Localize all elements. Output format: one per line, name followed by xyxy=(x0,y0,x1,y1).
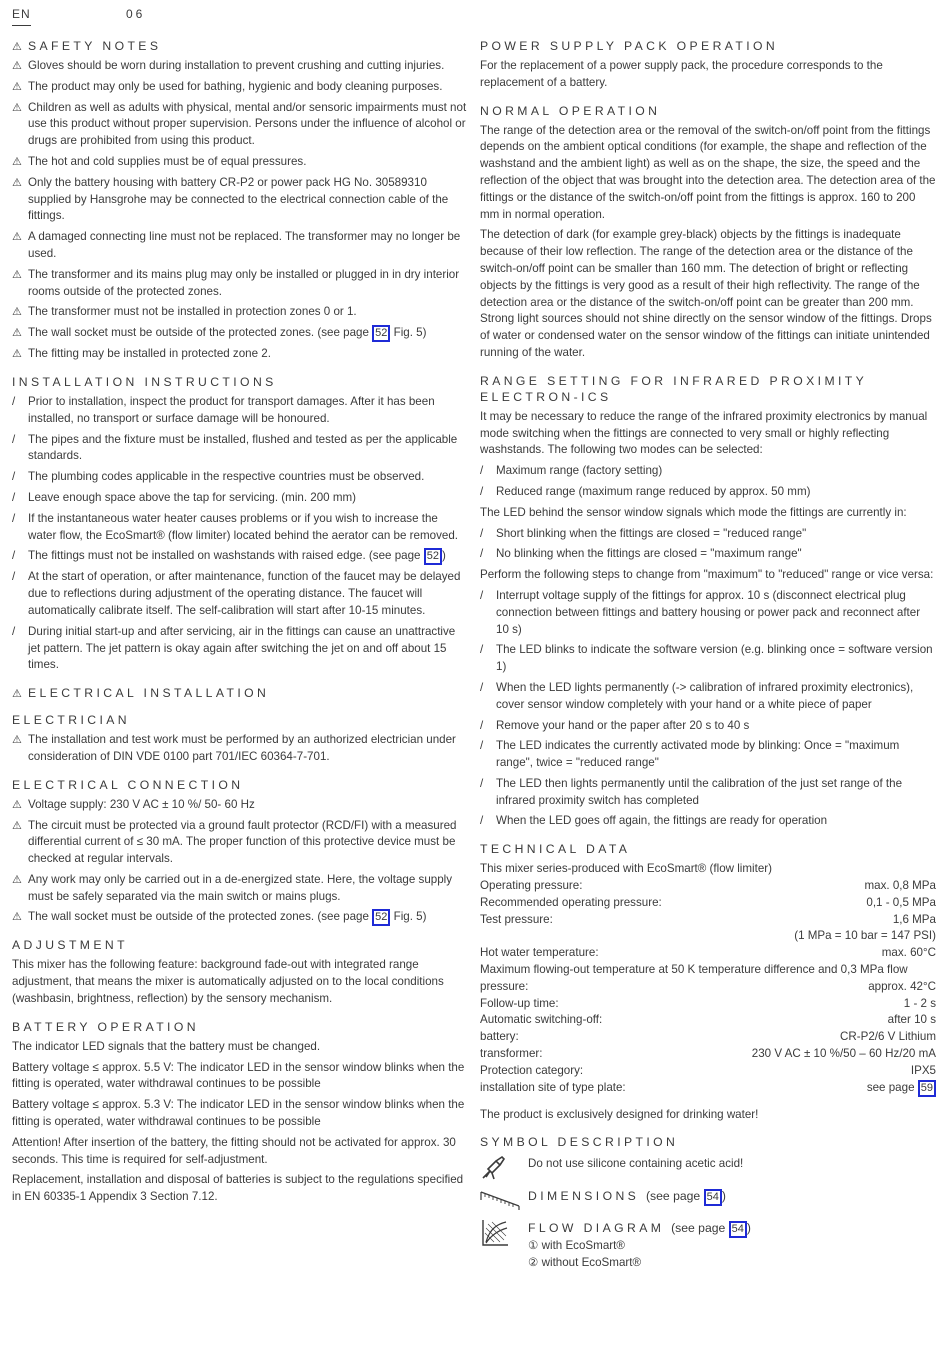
range-setting-section xyxy=(480,373,936,831)
electrical-installation-heading: ⚠ ELECTRICAL INSTALLATION xyxy=(12,685,468,701)
adjustment-text: This mixer has the following feature: background fade-out with integrated range adjustment, that means the mixer is automatically adjusted on to the local conditions (washbasin, brightness, reflection) by the sensory mechanism. xyxy=(12,958,444,1006)
step-item: / Remove your hand or the paper after 20 s to 40 s xyxy=(480,718,936,735)
safety-item: ⚠ The product may only be used for bathing, hygienic and body cleaning purposes. xyxy=(12,79,468,96)
battery-paragraph: Battery voltage ≤ approx. 5.3 V: The indicator LED in the sensor window blinks when the fitting is operated, water withdrawal continues to be possible xyxy=(12,1098,465,1129)
battery-paragraph: Battery voltage ≤ approx. 5.5 V: The indicator LED in the sensor window blinks when the fitting is operated, water withdrawal continues to be possible xyxy=(12,1060,465,1091)
silicone-symbol-row xyxy=(480,1156,936,1184)
installation-item: / During initial start-up and after servicing, air in the fittings can cause an unattractive jet pattern. The jet pattern is okay again after switching the jet on and off about 15 times. xyxy=(12,624,468,674)
symbol-description-section xyxy=(480,1134,936,1272)
electrician-heading: ELECTRICIAN xyxy=(12,713,130,728)
power-supply-text: For the replacement of a power supply pack, the procedure corresponds to the replacement of a battery. xyxy=(480,59,883,89)
technical-data-heading: TECHNICAL DATA xyxy=(480,842,631,857)
warning-icon xyxy=(12,229,26,246)
led-item: / Short blinking when the fittings are closed = "reduced range" xyxy=(480,526,936,543)
electrician-section xyxy=(12,712,468,766)
battery-paragraph: The indicator LED signals that the battery must be changed. xyxy=(12,1039,321,1053)
drinking-water-note: The product is exclusively designed for drinking water! xyxy=(480,1107,759,1121)
tech-row: Follow-up time: 1 - 2 s xyxy=(480,996,936,1010)
connection-item: ⚠ The wall socket must be outside of the protected zones. (see page 52 Fig. 5) xyxy=(12,909,468,926)
electrical-installation-section xyxy=(12,685,468,701)
flow-item: ① with EcoSmart® xyxy=(528,1239,625,1253)
tech-row: transformer: 230 V AC ± 10 %/50 – 60 Hz/20 mA xyxy=(480,1047,936,1061)
safety-item: ⚠ The transformer and its mains plug may only be installed or plugged in in dry interior rooms outside of the protected zones. xyxy=(12,267,468,301)
warning-icon xyxy=(12,685,26,702)
adjustment-section xyxy=(12,937,468,1007)
warning-icon xyxy=(12,797,26,814)
warning-icon xyxy=(12,79,26,96)
safety-item: ⚠ A damaged connecting line must not be replaced. The transformer may no longer be used. xyxy=(12,229,468,263)
installation-item: / At the start of operation, or after maintenance, function of the faucet may be delayed due to reflections during adjustment of the operating distance. The faucet will automatically calibrate itself. The self-calibration will start after 10-15 minutes. xyxy=(12,569,468,619)
warning-icon xyxy=(12,100,26,117)
led-intro: The LED behind the sensor window signals which mode the fittings are currently in: xyxy=(480,505,907,519)
range-intro: It may be necessary to reduce the range of the infrared proximity electronics by manual mode switching when the fittings are connected to very small or highly reflecting washstands. The following two modes can be selected: xyxy=(480,409,928,457)
page-ref-link[interactable]: 52 xyxy=(372,325,390,342)
adjustment-heading: ADJUSTMENT xyxy=(12,938,128,953)
safety-item: ⚠ Only the battery housing with battery CR-P2 or power pack HG No. 30589310 supplied by Hansgrohe may be connected to the electrical connection cable of the fittings. xyxy=(12,175,468,225)
safety-item: ⚠ The wall socket must be outside of the protected zones. (see page 52 Fig. 5) xyxy=(12,325,468,342)
step-item: / Interrupt voltage supply of the fittings for approx. 10 s (disconnect electrical plug connection between fittings and battery housing or power pack and reconnect after 10 s) xyxy=(480,588,936,638)
step-item: / When the LED goes off again, the fittings are ready for operation xyxy=(480,813,936,830)
flow-item: ② without EcoSmart® xyxy=(528,1256,642,1270)
dimensions-symbol-row xyxy=(480,1188,936,1216)
page-ref-link[interactable]: 52 xyxy=(424,548,442,565)
step-item: / The LED then lights permanently until the calibration of the just set range of the infrared proximity switch has completed xyxy=(480,776,936,810)
page-ref-link[interactable]: 52 xyxy=(372,909,390,926)
flow-diagram-heading: FLOW DIAGRAM (see page 54 ) xyxy=(528,1221,751,1235)
normal-operation-paragraph: The range of the detection area or the removal of the switch-on/off point from the fittings depends on the ambient optical conditions (for example, the shape and reflection of the washstand and the ambient light) as well as on the shape, the size, the speed and the reflection of the object that was brought into the detection area. The detection area of the fittings or the distance of the switch-on/off point from the fittings is approx. 160 to 200 mm in normal operation. xyxy=(480,123,936,221)
led-item: / No blinking when the fittings are closed = "maximum range" xyxy=(480,546,936,563)
tech-row: Automatic switching-off: after 10 s xyxy=(480,1013,936,1027)
step-item: / The LED blinks to indicate the software version (e.g. blinking once = software version 1) xyxy=(480,642,936,676)
connection-item: ⚠ The circuit must be protected via a ground fault protector (RCD/FI) with a measured differential current of ≤ 30 mA. The proper function of this protective device must be checked at regular intervals. xyxy=(12,818,468,868)
tech-row: Operating pressure: max. 0,8 MPa xyxy=(480,879,936,893)
warning-icon xyxy=(12,175,26,192)
warning-icon xyxy=(12,732,26,749)
range-mode-item: / Maximum range (factory setting) xyxy=(480,463,936,480)
safety-item: ⚠ The fitting may be installed in protected zone 2. xyxy=(12,346,468,363)
silicone-text: Do not use silicone containing acetic acid! xyxy=(528,1157,744,1171)
warning-icon xyxy=(12,872,26,889)
battery-paragraph: Replacement, installation and disposal of batteries is subject to the regulations specified in EN 60335-1 Appendix 3 Section 7.12. xyxy=(12,1173,464,1204)
normal-operation-section xyxy=(480,103,936,362)
dimensions-heading: DIMENSIONS (see page 54 ) xyxy=(528,1189,726,1203)
technical-data-section xyxy=(480,841,936,1123)
symbol-description-heading: SYMBOL DESCRIPTION xyxy=(480,1135,679,1150)
left-column xyxy=(12,38,468,1210)
page-number: 06 xyxy=(126,7,146,21)
safety-notes-section xyxy=(12,38,468,363)
installation-item: / The pipes and the fixture must be installed, flushed and tested as per the applicable standards. xyxy=(12,432,468,466)
tech-row: Recommended operating pressure: 0,1 - 0,5 MPa xyxy=(480,895,936,909)
safety-item: ⚠ The transformer must not be installed in protection zones 0 or 1. xyxy=(12,304,468,321)
language-label: EN xyxy=(12,6,31,26)
battery-heading: BATTERY OPERATION xyxy=(12,1019,199,1034)
installation-item: / Prior to installation, inspect the product for transport damages. After it has been installed, no transport or surface damage will be honoured. xyxy=(12,394,468,428)
tech-intro: This mixer series-produced with EcoSmart® (flow limiter) xyxy=(480,862,773,876)
warning-icon xyxy=(12,818,26,835)
steps-intro: Perform the following steps to change from "maximum" to "reduced" range or vice versa: xyxy=(480,568,934,582)
tech-row: Protection category: IPX5 xyxy=(480,1063,936,1077)
page-ref-link[interactable]: 54 xyxy=(704,1189,722,1206)
page-ref-link[interactable]: 59 xyxy=(918,1080,936,1097)
warning-icon xyxy=(12,346,26,363)
psi-note: (1 MPa = 10 bar = 147 PSI) xyxy=(794,929,936,943)
battery-paragraph: Attention! After insertion of the battery, the fitting should not be activated for approx. 30 seconds. This time is required for self-adjustment. xyxy=(12,1135,456,1166)
power-supply-section xyxy=(480,38,936,92)
safety-item: ⚠ The hot and cold supplies must be of equal pressures. xyxy=(12,154,468,171)
warning-icon xyxy=(12,304,26,321)
power-supply-heading: POWER SUPPLY PACK OPERATION xyxy=(480,39,779,53)
flow-diagram-symbol-row xyxy=(480,1220,936,1272)
page-ref-link[interactable]: 54 xyxy=(729,1221,747,1238)
range-mode-item: / Reduced range (maximum range reduced by approx. 50 mm) xyxy=(480,484,936,501)
warning-icon xyxy=(12,58,26,75)
range-setting-heading: RANGE SETTING FOR INFRARED PROXIMITY ELECTRON-ICS xyxy=(480,373,867,404)
safety-notes-heading: ⚠ SAFETY NOTES xyxy=(12,38,468,54)
right-column xyxy=(480,38,936,1276)
silicone-gun-icon xyxy=(480,1154,508,1182)
normal-operation-paragraph: The detection of dark (for example grey-black) objects by the fittings is inadequate because of their low reflection. The range of the detection area or the distance of the switch-on/off point can be smaller than 160 mm. The detection of bright or reflecting objects by the fittings is very good as a result of their high reflectivity. The range of the detection area or the distance of the switch-on/off point can be greater than 200 mm. Strong light sources should not shine directly on the sensor window of the fittings. Drops of water or condensed water on the sensor window of the fittings can initiate unintended running of the water. xyxy=(480,228,932,359)
safety-item: ⚠ Gloves should be worn during installation to prevent crushing and cutting injuries. xyxy=(12,58,468,75)
installation-item: / If the instantaneous water heater causes problems or if you wish to increase the water flow, the EcoSmart® (flow limiter) located behind the aerator can be removed. xyxy=(12,511,468,545)
warning-icon xyxy=(12,325,26,342)
installation-section xyxy=(12,374,468,674)
max-flow-text: Maximum flowing-out temperature at 50 K temperature difference and 0,3 MPa flow xyxy=(480,963,908,977)
ruler-icon xyxy=(480,1186,520,1212)
tech-row: Hot water temperature: max. 60°C xyxy=(480,946,936,960)
installation-heading: INSTALLATION INSTRUCTIONS xyxy=(12,374,277,389)
normal-operation-heading: NORMAL OPERATION xyxy=(480,103,661,118)
step-item: / When the LED lights permanently (-> calibration of infrared proximity electronics), cover sensor window completely with your hand or a white piece of paper xyxy=(480,680,936,714)
warning-icon xyxy=(12,267,26,284)
battery-section xyxy=(12,1019,468,1206)
installation-item: / The plumbing codes applicable in the respective countries must be observed. xyxy=(12,469,468,486)
tech-row: battery: CR-P2/6 V Lithium xyxy=(480,1030,936,1044)
tech-row: Test pressure: 1,6 MPa xyxy=(480,912,936,926)
tech-row: installation site of type plate: see page 59 xyxy=(480,1080,936,1097)
connection-item: ⚠ Any work may only be carried out in a de-energized state. Here, the voltage supply must be safely separated via the main switch or mains plugs. xyxy=(12,872,468,906)
page-header xyxy=(12,6,146,26)
warning-icon xyxy=(12,154,26,171)
step-item: / The LED indicates the currently activated mode by blinking: Once = "maximum range", twice = "reduced range" xyxy=(480,738,936,772)
warning-icon xyxy=(12,909,26,926)
electrical-connection-section xyxy=(12,777,468,927)
electrician-item: ⚠ The installation and test work must be performed by an authorized electrician under consideration of DIN VDE 0100 part 701/IEC 60364-7-701. xyxy=(12,732,468,766)
connection-item: ⚠ Voltage supply: 230 V AC ± 10 %/ 50- 60 Hz xyxy=(12,797,468,814)
electrical-connection-heading: ELECTRICAL CONNECTION xyxy=(12,777,244,792)
installation-item: / The fittings must not be installed on washstands with raised edge. (see page 52 ) xyxy=(12,548,468,565)
tech-row: pressure: approx. 42°C xyxy=(480,979,936,993)
flow-diagram-icon xyxy=(480,1218,510,1248)
warning-icon xyxy=(12,38,26,55)
safety-item: ⚠ Children as well as adults with physical, mental and/or sensoric impairments must not use this product without proper supervision. Persons under the influence of alcohol or drugs are prohibited from using this product. xyxy=(12,100,468,150)
installation-item: / Leave enough space above the tap for servicing. (min. 200 mm) xyxy=(12,490,468,507)
